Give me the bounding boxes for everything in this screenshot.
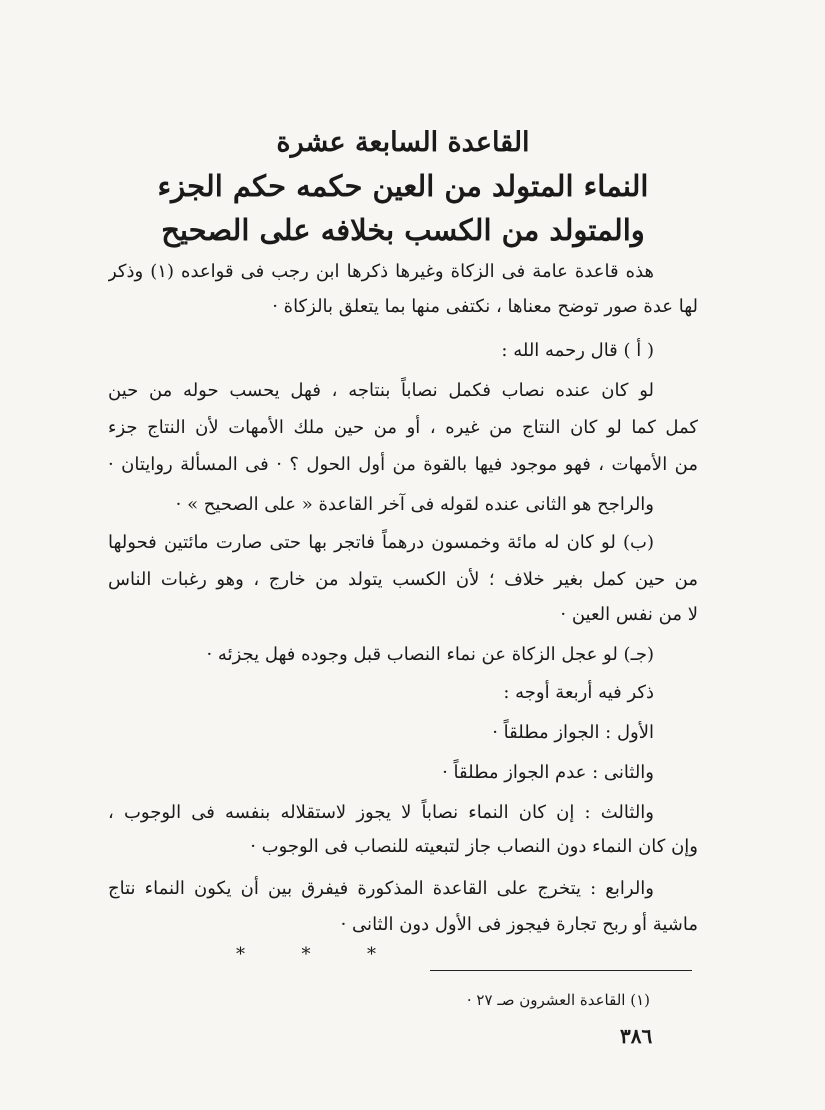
body-line-16: وإن كان النماء دون النصاب جاز لتبعيته للنصاب فى الوجوب · (250, 836, 698, 857)
separator-star: * (301, 944, 311, 965)
body-line-15: والثالث : إن كان النماء نصاباً لا يجوز لاستقلاله بنفسه فى الوجوب ، (108, 802, 654, 823)
body-line-6: من الأمهات ، فهو موجود فيها بالقوة من أول الحول ؟ · فى المسألة روايتان · (108, 454, 698, 475)
body-line-3: ( أ ) قال رحمه الله : (501, 340, 654, 361)
body-line-10: لا من نفس العين · (560, 604, 698, 625)
footnote-divider (430, 970, 692, 971)
body-line-4: لو كان عنده نصاب فكمل نصاباً بنتاجه ، فهل يحسب حوله من حين (108, 380, 654, 401)
body-line-5: كمل كما لو كان النتاج من غيره ، أو من حين ملك الأمهات لأن النتاج جزء (108, 417, 698, 438)
footnote: (١) القاعدة العشرون صـ ٢٧ · (466, 991, 650, 1009)
body-line-8: (ب) لو كان له مائة وخمسون درهماً فاتجر بها حتى صارت مائتين فحولها (108, 532, 654, 553)
heading-line-1: القاعدة السابعة عشرة (276, 127, 530, 158)
separator-star: * (367, 944, 376, 965)
body-line-18: ماشية أو ربح تجارة فيجوز فى الأول دون الثانى · (340, 914, 698, 935)
heading-line-3: والمتولد من الكسب بخلافه على الصحيح (161, 213, 645, 247)
heading-line-2: النماء المتولد من العين حكمه حكم الجزء (157, 169, 649, 203)
body-line-1: هذه قاعدة عامة فى الزكاة وغيرها ذكرها ابن رجب فى قواعده (١) وذكر (108, 261, 655, 282)
body-line-12: ذكر فيه أربعة أوجه : (503, 682, 654, 703)
body-line-7: والراجح هو الثانى عنده لقوله فى آخر القاعدة « على الصحيح » · (175, 494, 654, 515)
separator-star: * (236, 944, 245, 965)
body-line-11: (جـ) لو عجل الزكاة عن نماء النصاب قبل وجوده فهل يجزئه · (206, 644, 654, 665)
body-line-9: من حين كمل بغير خلاف ؛ لأن الكسب يتولد من خارج ، وهو رغبات الناس (108, 569, 698, 590)
section-separator (236, 944, 376, 966)
body-line-13: الأول : الجواز مطلقاً · (492, 722, 654, 743)
body-line-14: والثانى : عدم الجواز مطلقاً · (442, 762, 654, 783)
body-line-2: لها عدة صور توضح معناها ، نكتفى منها بما يتعلق بالزكاة · (272, 296, 698, 317)
body-line-17: والرابع : يتخرج على القاعدة المذكورة فيفرق بين أن يكون النماء نتاج (108, 878, 654, 899)
page-number: ٣٨٦ (620, 1024, 653, 1048)
